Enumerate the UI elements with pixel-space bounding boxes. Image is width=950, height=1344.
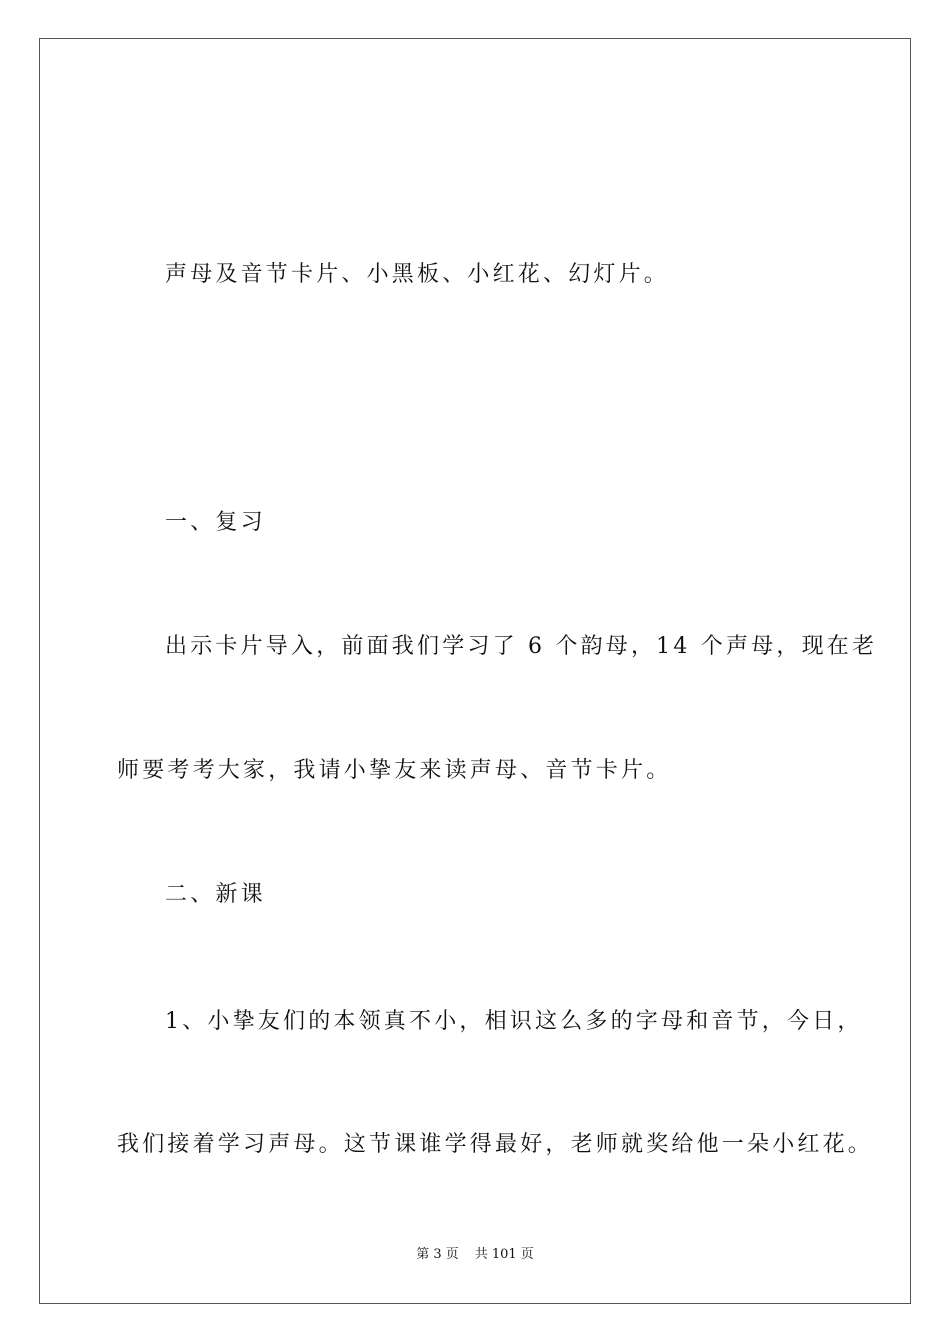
total-pages: 共 101 页 — [474, 1247, 534, 1262]
section-heading-review: 一、复习 — [165, 510, 266, 535]
paragraph-line: 师要考考大家，我请小挚友来读声母、音节卡片。 — [117, 758, 672, 783]
paragraph-line: 1、小挚友们的本领真不小，相识这么多的字母和音节，今日， — [165, 1009, 863, 1034]
page-number: 第 3 页 — [416, 1247, 459, 1262]
materials-line: 声母及音节卡片、小黑板、小红花、幻灯片。 — [165, 262, 670, 287]
paragraph-line: 出示卡片导入，前面我们学习了 6 个韵母，14 个声母，现在老 — [165, 634, 878, 659]
page-footer — [0, 1246, 950, 1264]
paragraph-line: 我们接着学习声母。这节课谁学得最好，老师就奖给他一朵小红花。 — [117, 1132, 874, 1157]
page-border — [39, 38, 911, 1304]
section-heading-new-lesson: 二、新课 — [165, 882, 266, 907]
